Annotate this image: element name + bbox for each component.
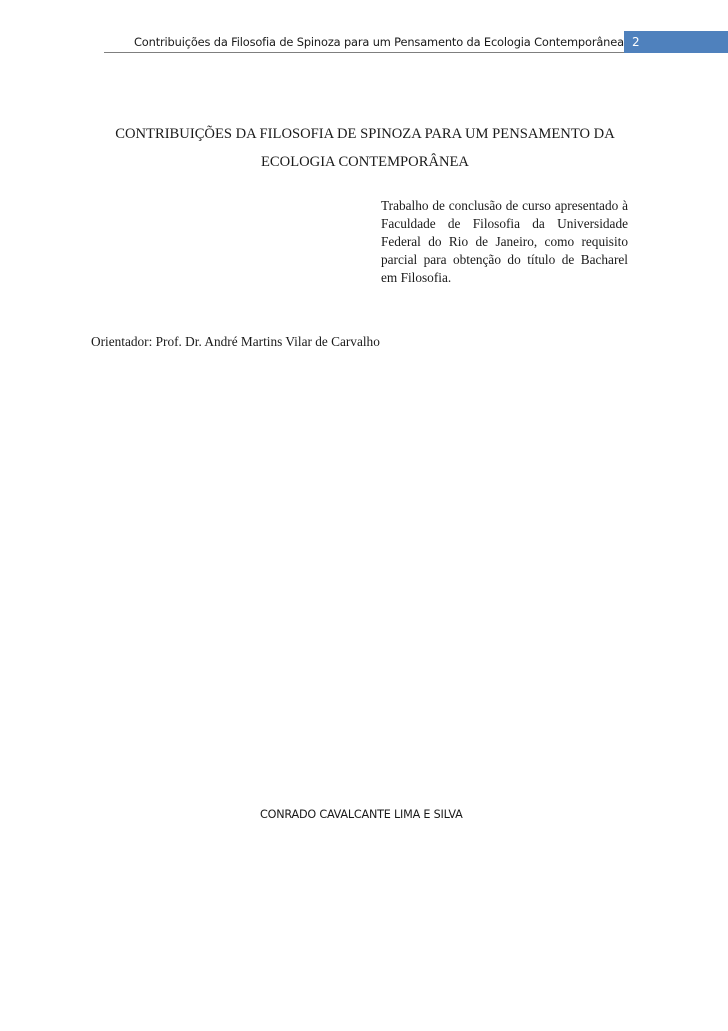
document-title-line-2: ECOLOGIA CONTEMPORÂNEA [261,154,469,170]
running-header-title: Contribuições da Filosofia de Spinoza para um Pensamento da Ecologia Contemporânea [134,35,624,49]
document-title [96,120,634,176]
advisor-line: Orientador: Prof. Dr. André Martins Vilar de Carvalho [91,334,380,349]
presentation-paragraph: Trabalho de conclusão de curso apresentado à Faculdade de Filosofia da Universidade Federal do Rio de Janeiro, como requisito parcial para obtenção do título de Bacharel em Filosofia. [381,198,628,285]
header-divider [104,52,624,53]
document-title-line-1: CONTRIBUIÇÕES DA FILOSOFIA DE SPINOZA PARA UM PENSAMENTO DA [115,126,615,142]
author-name: CONRADO CAVALCANTE LIMA E SILVA [260,808,463,821]
page-number-badge: 2 [624,31,728,53]
